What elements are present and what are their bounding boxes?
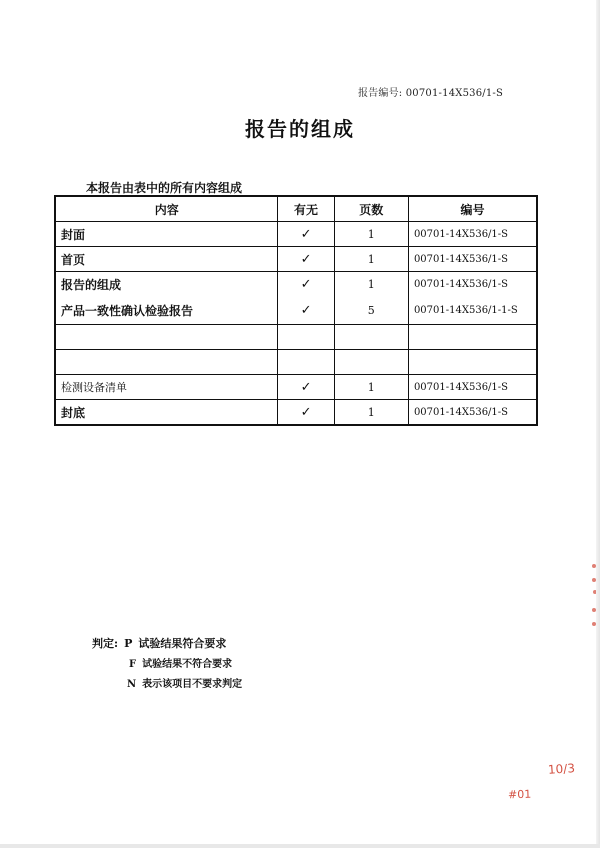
row-content: 封面 (55, 222, 278, 247)
table-row-group (55, 272, 537, 325)
table-row (55, 247, 537, 272)
judgement-text: 试验结果不符合要求 (142, 659, 233, 670)
row-code: 00701-14X536/1-S (413, 279, 509, 290)
row-pages: 1 (334, 247, 408, 272)
row-code: 00701-14X536/1-S (408, 375, 537, 400)
table-row-empty (55, 325, 537, 350)
table-header-row (55, 196, 537, 222)
row-content: 产品一致性确认检验报告 (61, 304, 194, 318)
table-row-empty (55, 350, 537, 375)
header-code: 编号 (408, 196, 537, 222)
judgement-item (127, 675, 242, 695)
check-icon: ✓ (278, 375, 334, 400)
check-icon: ✓ (300, 303, 312, 318)
row-content: 封底 (55, 400, 278, 426)
handwritten-mark: #01 (507, 787, 532, 802)
row-content: 首页 (55, 247, 278, 272)
row-pages: 1 (334, 222, 408, 247)
header-present: 有无 (278, 196, 334, 222)
check-icon: ✓ (300, 277, 312, 292)
judgement-code: F (129, 659, 137, 670)
row-pages: 1 (334, 375, 408, 400)
check-icon: ✓ (278, 400, 334, 426)
judgement-text: 表示该项目不要求判定 (142, 679, 243, 690)
page-edge-shadow (0, 844, 600, 848)
table-row (55, 222, 537, 247)
table-row (55, 375, 537, 400)
check-icon: ✓ (278, 247, 334, 272)
row-code: 00701-14X536/1-1-S (413, 305, 518, 316)
handwritten-mark: 10/3 (547, 761, 576, 777)
row-pages: 1 (334, 400, 408, 426)
row-pages: 5 (367, 304, 375, 317)
intro-text: 本报告由表中的所有内容组成 (86, 181, 243, 195)
check-icon: ✓ (278, 222, 334, 247)
judgement-text: 试验结果符合要求 (138, 637, 227, 650)
judgement-legend (92, 633, 242, 695)
table-row (55, 400, 537, 426)
header-content: 内容 (55, 196, 278, 222)
contents-table (54, 195, 538, 426)
judgement-code: P (124, 637, 133, 650)
header-pages: 页数 (334, 196, 408, 222)
judgement-code: N (127, 679, 137, 690)
judgement-label: 判定: (92, 637, 119, 650)
row-content: 检测设备清单 (55, 375, 278, 400)
judgement-item (92, 633, 242, 655)
row-code: 00701-14X536/1-S (408, 222, 537, 247)
row-code: 00701-14X536/1-S (408, 247, 537, 272)
row-code: 00701-14X536/1-S (408, 400, 537, 426)
page-edge-shadow (596, 0, 600, 848)
row-content: 报告的组成 (61, 278, 122, 292)
judgement-item (129, 655, 242, 675)
row-pages: 1 (367, 278, 375, 291)
page-title: 报告的组成 (245, 117, 355, 141)
report-number: 报告编号: 00701-14X536/1-S (358, 88, 504, 99)
